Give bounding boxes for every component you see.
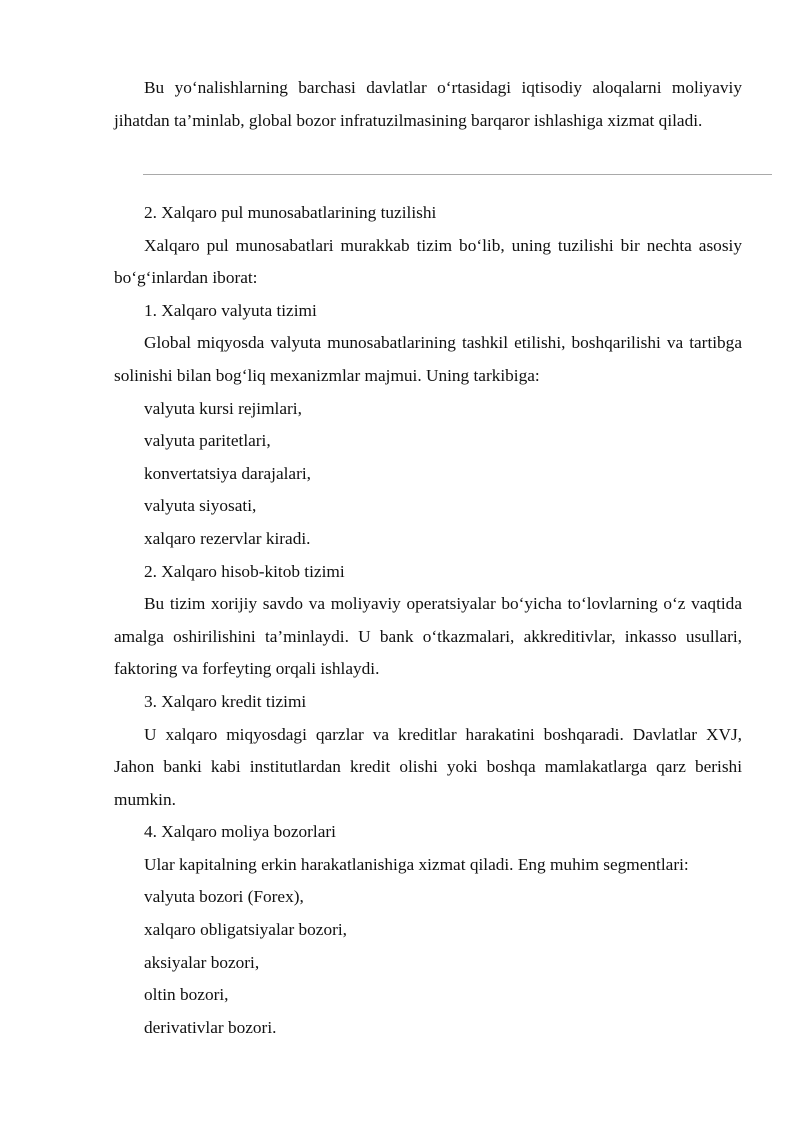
list-item: aksiyalar bozori, xyxy=(144,952,260,972)
list-item: valyuta kursi rejimlari, xyxy=(144,398,302,418)
sub1-paragraph: Global miqyosda valyuta munosabatlarining tashkil etilishi, boshqarilishi va tartibga solinishi bilan bog‘liq mexanizmlar majmui. Uning tarkibiga: xyxy=(114,333,742,385)
sub2-heading: 2. Xalqaro hisob-kitob tizimi xyxy=(144,561,345,581)
list-item: oltin bozori, xyxy=(144,985,229,1005)
list-item: xalqaro obligatsiyalar bozori, xyxy=(144,920,347,940)
list-item: xalqaro rezervlar kiradi. xyxy=(144,528,311,548)
sub3-paragraph: U xalqaro miqyosdagi qarzlar va kreditlar harakatini boshqaradi. Davlatlar XVJ, Jahon banki kabi institutlardan kredit olishi yoki boshqa mamlakatlarga qarz berishi mumkin. xyxy=(114,724,742,809)
horizontal-divider xyxy=(143,174,772,175)
intro-paragraph: Xalqaro pul munosabatlari murakkab tizim bo‘lib, uning tuzilishi bir nechta asosiy bo‘g‘inlardan iborat: xyxy=(114,235,742,288)
sub1-heading: 1. Xalqaro valyuta tizimi xyxy=(144,300,317,320)
list-item: valyuta bozori (Forex), xyxy=(144,887,304,907)
sub2-paragraph: Bu tizim xorijiy savdo va moliyaviy operatsiyalar bo‘yicha to‘lovlarning o‘z vaqtida amalga oshirilishini ta’minlaydi. U bank o‘tkazmalari, akkreditivlar, inkasso usullari, faktoring va forfeyting orqali ishlaydi. xyxy=(114,594,742,679)
sub4-heading: 4. Xalqaro moliya bozorlari xyxy=(144,822,336,842)
sub4-paragraph: Ular kapitalning erkin harakatlanishiga xizmat qiladi. Eng muhim segmentlari: xyxy=(144,854,689,874)
list-item: konvertatsiya darajalari, xyxy=(144,463,311,483)
top-paragraph: Bu yo‘nalishlarning barchasi davlatlar o‘rtasidagi iqtisodiy aloqalarni moliyaviy jihatdan ta’minlab, global bozor infratuzilmasining barqaror ishlashiga xizmat qiladi. xyxy=(114,78,742,130)
list-item: valyuta paritetlari, xyxy=(144,431,271,451)
list-item: derivativlar bozori. xyxy=(144,1017,277,1037)
top-text-block xyxy=(114,72,742,137)
main-text-block xyxy=(114,197,742,1044)
section-heading: 2. Xalqaro pul munosabatlarining tuzilishi xyxy=(144,203,437,222)
list-item: valyuta siyosati, xyxy=(144,496,257,516)
sub3-heading: 3. Xalqaro kredit tizimi xyxy=(144,691,307,711)
